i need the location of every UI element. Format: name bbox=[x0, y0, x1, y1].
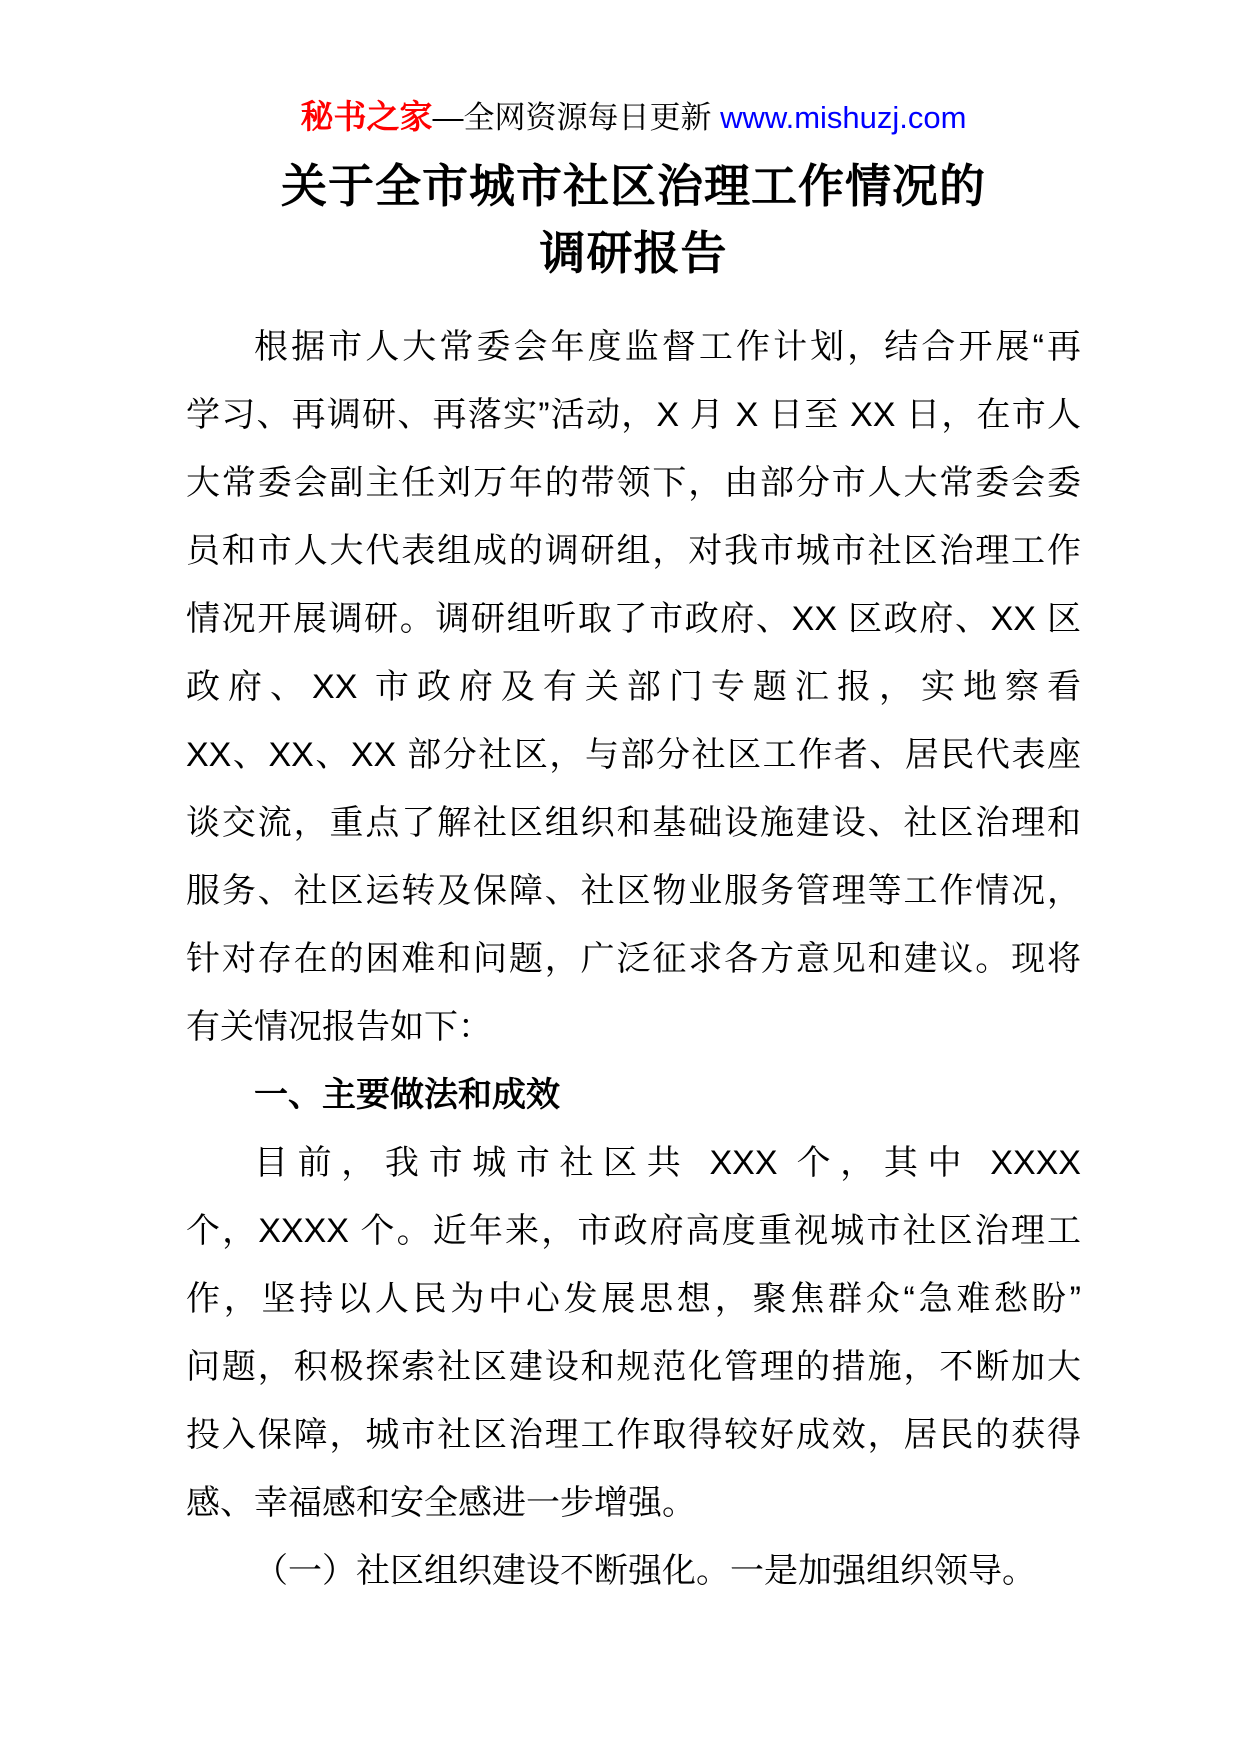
paragraph-achievements bbox=[186, 1129, 1081, 1537]
paragraph-subitem-1: （一）社区组织建设不断强化。一是加强组织领导。 bbox=[254, 1552, 1036, 1590]
site-url-link[interactable]: www.mishuzj.com bbox=[720, 100, 967, 135]
document-title-line-1: 关于全市城市社区治理工作情况的 bbox=[281, 160, 986, 212]
body-line: 谈交流，重点了解社区组织和基础设施建设、社区治理和 bbox=[186, 804, 1081, 842]
body-line: 个，XXXX 个。近年来，市政府高度重视城市社区治理工 bbox=[186, 1212, 1081, 1250]
body-line: 员和市人大代表组成的调研组，对我市城市社区治理工作 bbox=[186, 532, 1081, 570]
body-line: 问题，积极探索社区建设和规范化管理的措施，不断加大 bbox=[186, 1348, 1081, 1386]
body-line: 大常委会副主任刘万年的带领下，由部分市人大常委会委 bbox=[186, 464, 1081, 502]
body-line: 感、幸福感和安全感进一步增强。 bbox=[186, 1484, 696, 1522]
site-tagline: —全网资源每日更新 bbox=[432, 100, 721, 135]
body-line: 学习、再调研、再落实”活动，X 月 X 日至 XX 日，在市人 bbox=[186, 396, 1081, 434]
document-title-line-2: 调研报告 bbox=[539, 227, 728, 279]
body-line: 情况开展调研。调研组听取了市政府、XX 区政府、XX 区 bbox=[186, 600, 1081, 638]
body-line: 有关情况报告如下： bbox=[186, 1008, 492, 1046]
document-body bbox=[186, 313, 1081, 1605]
site-header bbox=[186, 96, 1081, 139]
body-line: 服务、社区运转及保障、社区物业服务管理等工作情况， bbox=[186, 872, 1081, 910]
document-title bbox=[186, 153, 1081, 287]
paragraph-intro bbox=[186, 313, 1081, 1061]
body-line: XX、XX、XX 部分社区，与部分社区工作者、居民代表座 bbox=[186, 736, 1081, 774]
body-line: 作，坚持以人民为中心发展思想，聚焦群众“急难愁盼” bbox=[186, 1280, 1081, 1318]
section-heading-1: 一、主要做法和成效 bbox=[254, 1076, 560, 1114]
body-line: 政府、XX 市政府及有关部门专题汇报，实地察看 bbox=[186, 668, 1081, 706]
body-line: 根据市人大常委会年度监督工作计划，结合开展“再 bbox=[254, 328, 1081, 366]
body-line: 投入保障，城市社区治理工作取得较好成效，居民的获得 bbox=[186, 1416, 1081, 1454]
body-line: 针对存在的困难和问题，广泛征求各方意见和建议。现将 bbox=[186, 940, 1081, 978]
site-brand: 秘书之家 bbox=[300, 98, 433, 135]
body-line: 目前，我市城市社区共 XXX 个，其中 XXXX bbox=[254, 1144, 1081, 1182]
